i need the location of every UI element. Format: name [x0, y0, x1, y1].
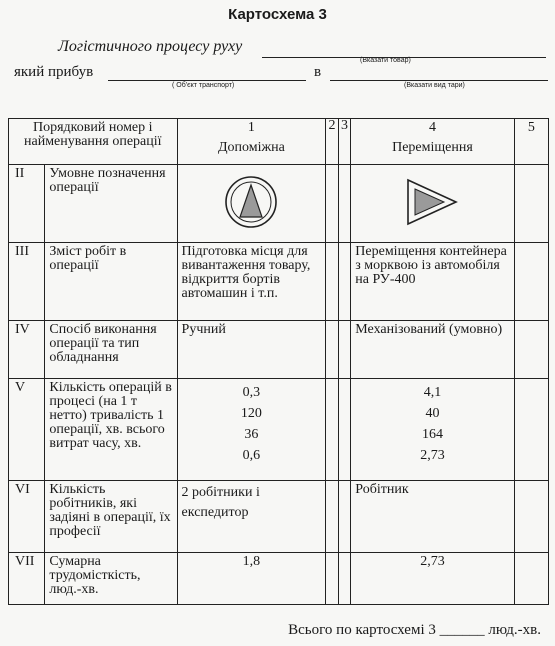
page-title: Картосхема 3	[228, 6, 327, 23]
row-name: Спосіб виконання операції та тип обладнання	[45, 321, 177, 379]
value: 4,1	[423, 385, 442, 400]
table-row	[9, 321, 549, 379]
row-number: V	[9, 379, 45, 481]
value: 0,3	[242, 385, 261, 400]
goods-hint: (Вказати товар)	[360, 57, 411, 64]
row-col4	[351, 379, 514, 481]
table-row	[9, 481, 549, 553]
row-col4: Робітник	[351, 481, 514, 553]
transport-underline	[108, 80, 306, 81]
footer-total: Всього по картосхемі 3 ______ люд.-хв.	[288, 622, 541, 638]
table-row	[9, 379, 549, 481]
row-name: Сумарна трудомісткість, люд.-хв.	[45, 553, 177, 605]
value: 36	[244, 427, 259, 442]
header-col2: 2	[326, 119, 338, 165]
value: 2,73	[420, 448, 445, 463]
row-col1: 2 робітники і експедитор	[177, 481, 326, 553]
header-col4	[351, 119, 514, 165]
row-name: Кількість операцій в процесі (на 1 т нетто) тривалість 1 операції, хв. всього витрат часу, хв.	[45, 379, 177, 481]
symbol-cell-1	[177, 165, 326, 243]
tare-underline	[330, 80, 548, 81]
row-col4: 2,73	[351, 553, 514, 605]
value: 120	[240, 406, 262, 421]
triangle-right-icon	[404, 177, 460, 227]
circle-triangle-icon	[224, 175, 278, 229]
col4-title: Переміщення	[392, 140, 473, 155]
row-col4: Механізований (умовно)	[351, 321, 514, 379]
arrived-label: який прибув	[14, 64, 94, 80]
row-col1: Підготовка місця для вивантаження товару, відкриття бортів автомашин і т.п.	[177, 243, 326, 321]
value: 0,6	[242, 448, 261, 463]
col1-title: Допоміжна	[217, 140, 285, 155]
table-header-row	[9, 119, 549, 165]
value: 40	[425, 406, 440, 421]
header-col3: 3	[338, 119, 350, 165]
row-number: VII	[9, 553, 45, 605]
row-col1: 1,8	[177, 553, 326, 605]
row-number: II	[9, 165, 45, 243]
row-name: Зміст робіт в операції	[45, 243, 177, 321]
value: 164	[421, 427, 443, 442]
col1-number: 1	[247, 120, 255, 135]
row-col4: Переміщення контейнера з морквою із автомобіля на РУ-400	[351, 243, 514, 321]
process-line-label: Логістичного процесу руху	[58, 38, 243, 55]
row-name: Умовне позначення операції	[45, 165, 177, 243]
row-number: IV	[9, 321, 45, 379]
header-col1	[177, 119, 326, 165]
col4-number: 4	[428, 120, 436, 135]
row-number: III	[9, 243, 45, 321]
header-name-cell: Порядковий номер і найменування операції	[9, 119, 178, 165]
tare-hint: (Вказати вид тари)	[404, 82, 465, 89]
row-number: VI	[9, 481, 45, 553]
table-row	[9, 243, 549, 321]
header-col5: 5	[514, 119, 548, 165]
operations-table	[8, 118, 549, 605]
transport-hint: ( Об'єкт транспорт)	[172, 82, 235, 89]
row-col1	[177, 379, 326, 481]
row-name: Кількість робітників, які задіяні в операції, їх професії	[45, 481, 177, 553]
table-row	[9, 165, 549, 243]
symbol-cell-4	[351, 165, 514, 243]
in-label: в	[314, 64, 322, 80]
row-col1: Ручний	[177, 321, 326, 379]
table-row	[9, 553, 549, 605]
